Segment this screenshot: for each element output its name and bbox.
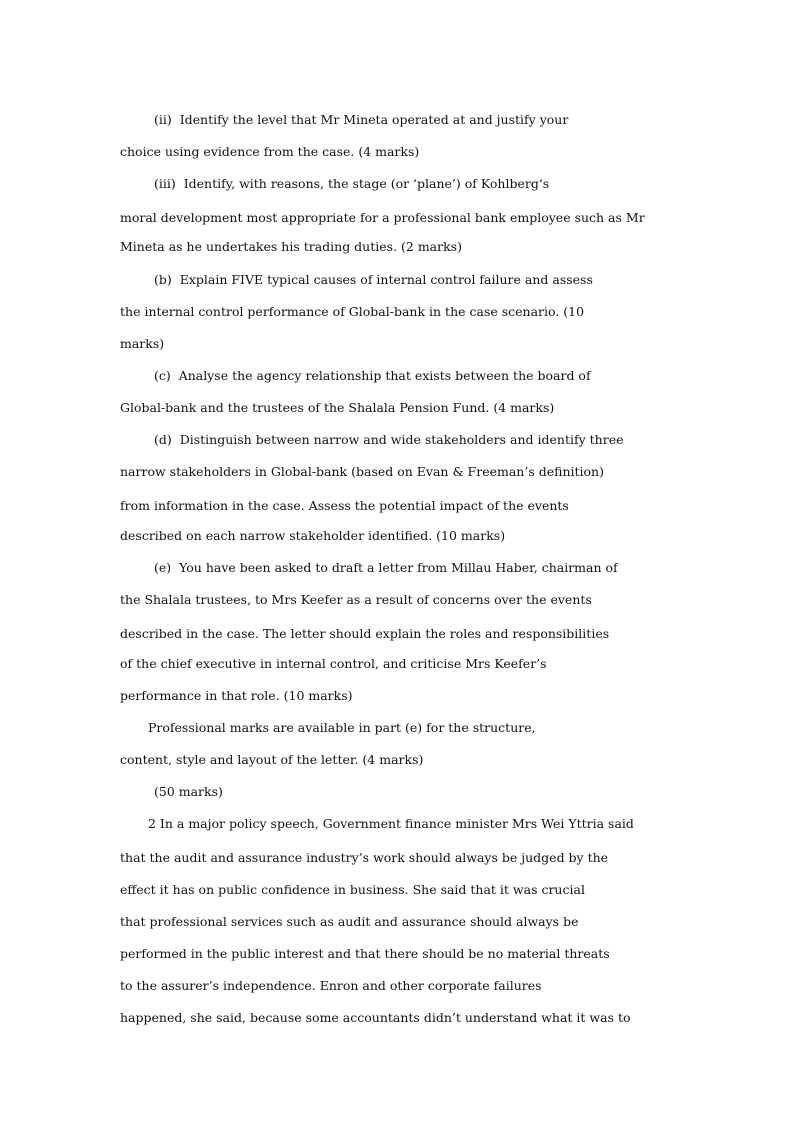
question-1a-iii-line-1: (iii) Identify, with reasons, the stage (or ‘plane’) of Kohlberg‘s <box>154 176 550 191</box>
question-1b-line-2: the internal control performance of Global-bank in the case scenario. (10 <box>120 304 585 319</box>
professional-marks-line-2: content, style and layout of the letter. (4 marks) <box>120 752 424 767</box>
question-1e-line-3: described in the case. The letter should explain the roles and responsibilities <box>120 626 610 641</box>
question-1e-line-5: performance in that role. (10 marks) <box>120 688 353 703</box>
question-2-line-4: that professional services such as audit and assurance should always be <box>120 914 579 929</box>
question-2-line-3: effect it has on public confidence in business. She said that it was crucial <box>120 882 585 897</box>
question-1b-line-3: marks) <box>120 336 165 351</box>
question-1e-line-4: of the chief executive in internal control, and criticise Mrs Keefer’s <box>120 656 547 671</box>
question-2-line-6: to the assurer’s independence. Enron and other corporate failures <box>120 978 542 993</box>
question-1b-line-1: (b) Explain FIVE typical causes of internal control failure and assess <box>154 272 593 287</box>
question-1a-ii-line-2: choice using evidence from the case. (4 marks) <box>120 144 420 159</box>
total-marks: (50 marks) <box>154 784 223 799</box>
question-1c-line-1: (c) Analyse the agency relationship that exists between the board of <box>154 368 591 383</box>
question-1a-ii-line-1: (ii) Identify the level that Mr Mineta operated at and justify your <box>154 112 569 127</box>
question-2-line-1: 2 In a major policy speech, Government finance minister Mrs Wei Yttria said <box>148 816 634 831</box>
question-2-line-2: that the audit and assurance industry’s work should always be judged by the <box>120 850 609 865</box>
professional-marks-line-1: Professional marks are available in part (e) for the structure, <box>148 720 536 735</box>
question-1d-line-1: (d) Distinguish between narrow and wide stakeholders and identify three <box>154 432 624 447</box>
question-1e-line-2: the Shalala trustees, to Mrs Keefer as a result of concerns over the events <box>120 592 592 607</box>
question-1d-line-3: from information in the case. Assess the potential impact of the events <box>120 498 569 513</box>
question-2-line-7: happened, she said, because some accountants didn’t understand what it was to <box>120 1010 631 1025</box>
question-2-line-5: performed in the public interest and that there should be no material threats <box>120 946 610 961</box>
question-1d-line-2: narrow stakeholders in Global-bank (based on Evan & Freeman’s definition) <box>120 464 604 479</box>
question-1d-line-4: described on each narrow stakeholder identified. (10 marks) <box>120 528 506 543</box>
question-1e-line-1: (e) You have been asked to draft a letter from Millau Haber, chairman of <box>154 560 618 575</box>
question-1a-iii-line-2: moral development most appropriate for a professional bank employee such as Mr <box>120 210 645 225</box>
question-1a-iii-line-3: Mineta as he undertakes his trading duties. (2 marks) <box>120 239 462 254</box>
question-1c-line-2: Global-bank and the trustees of the Shalala Pension Fund. (4 marks) <box>120 400 555 415</box>
